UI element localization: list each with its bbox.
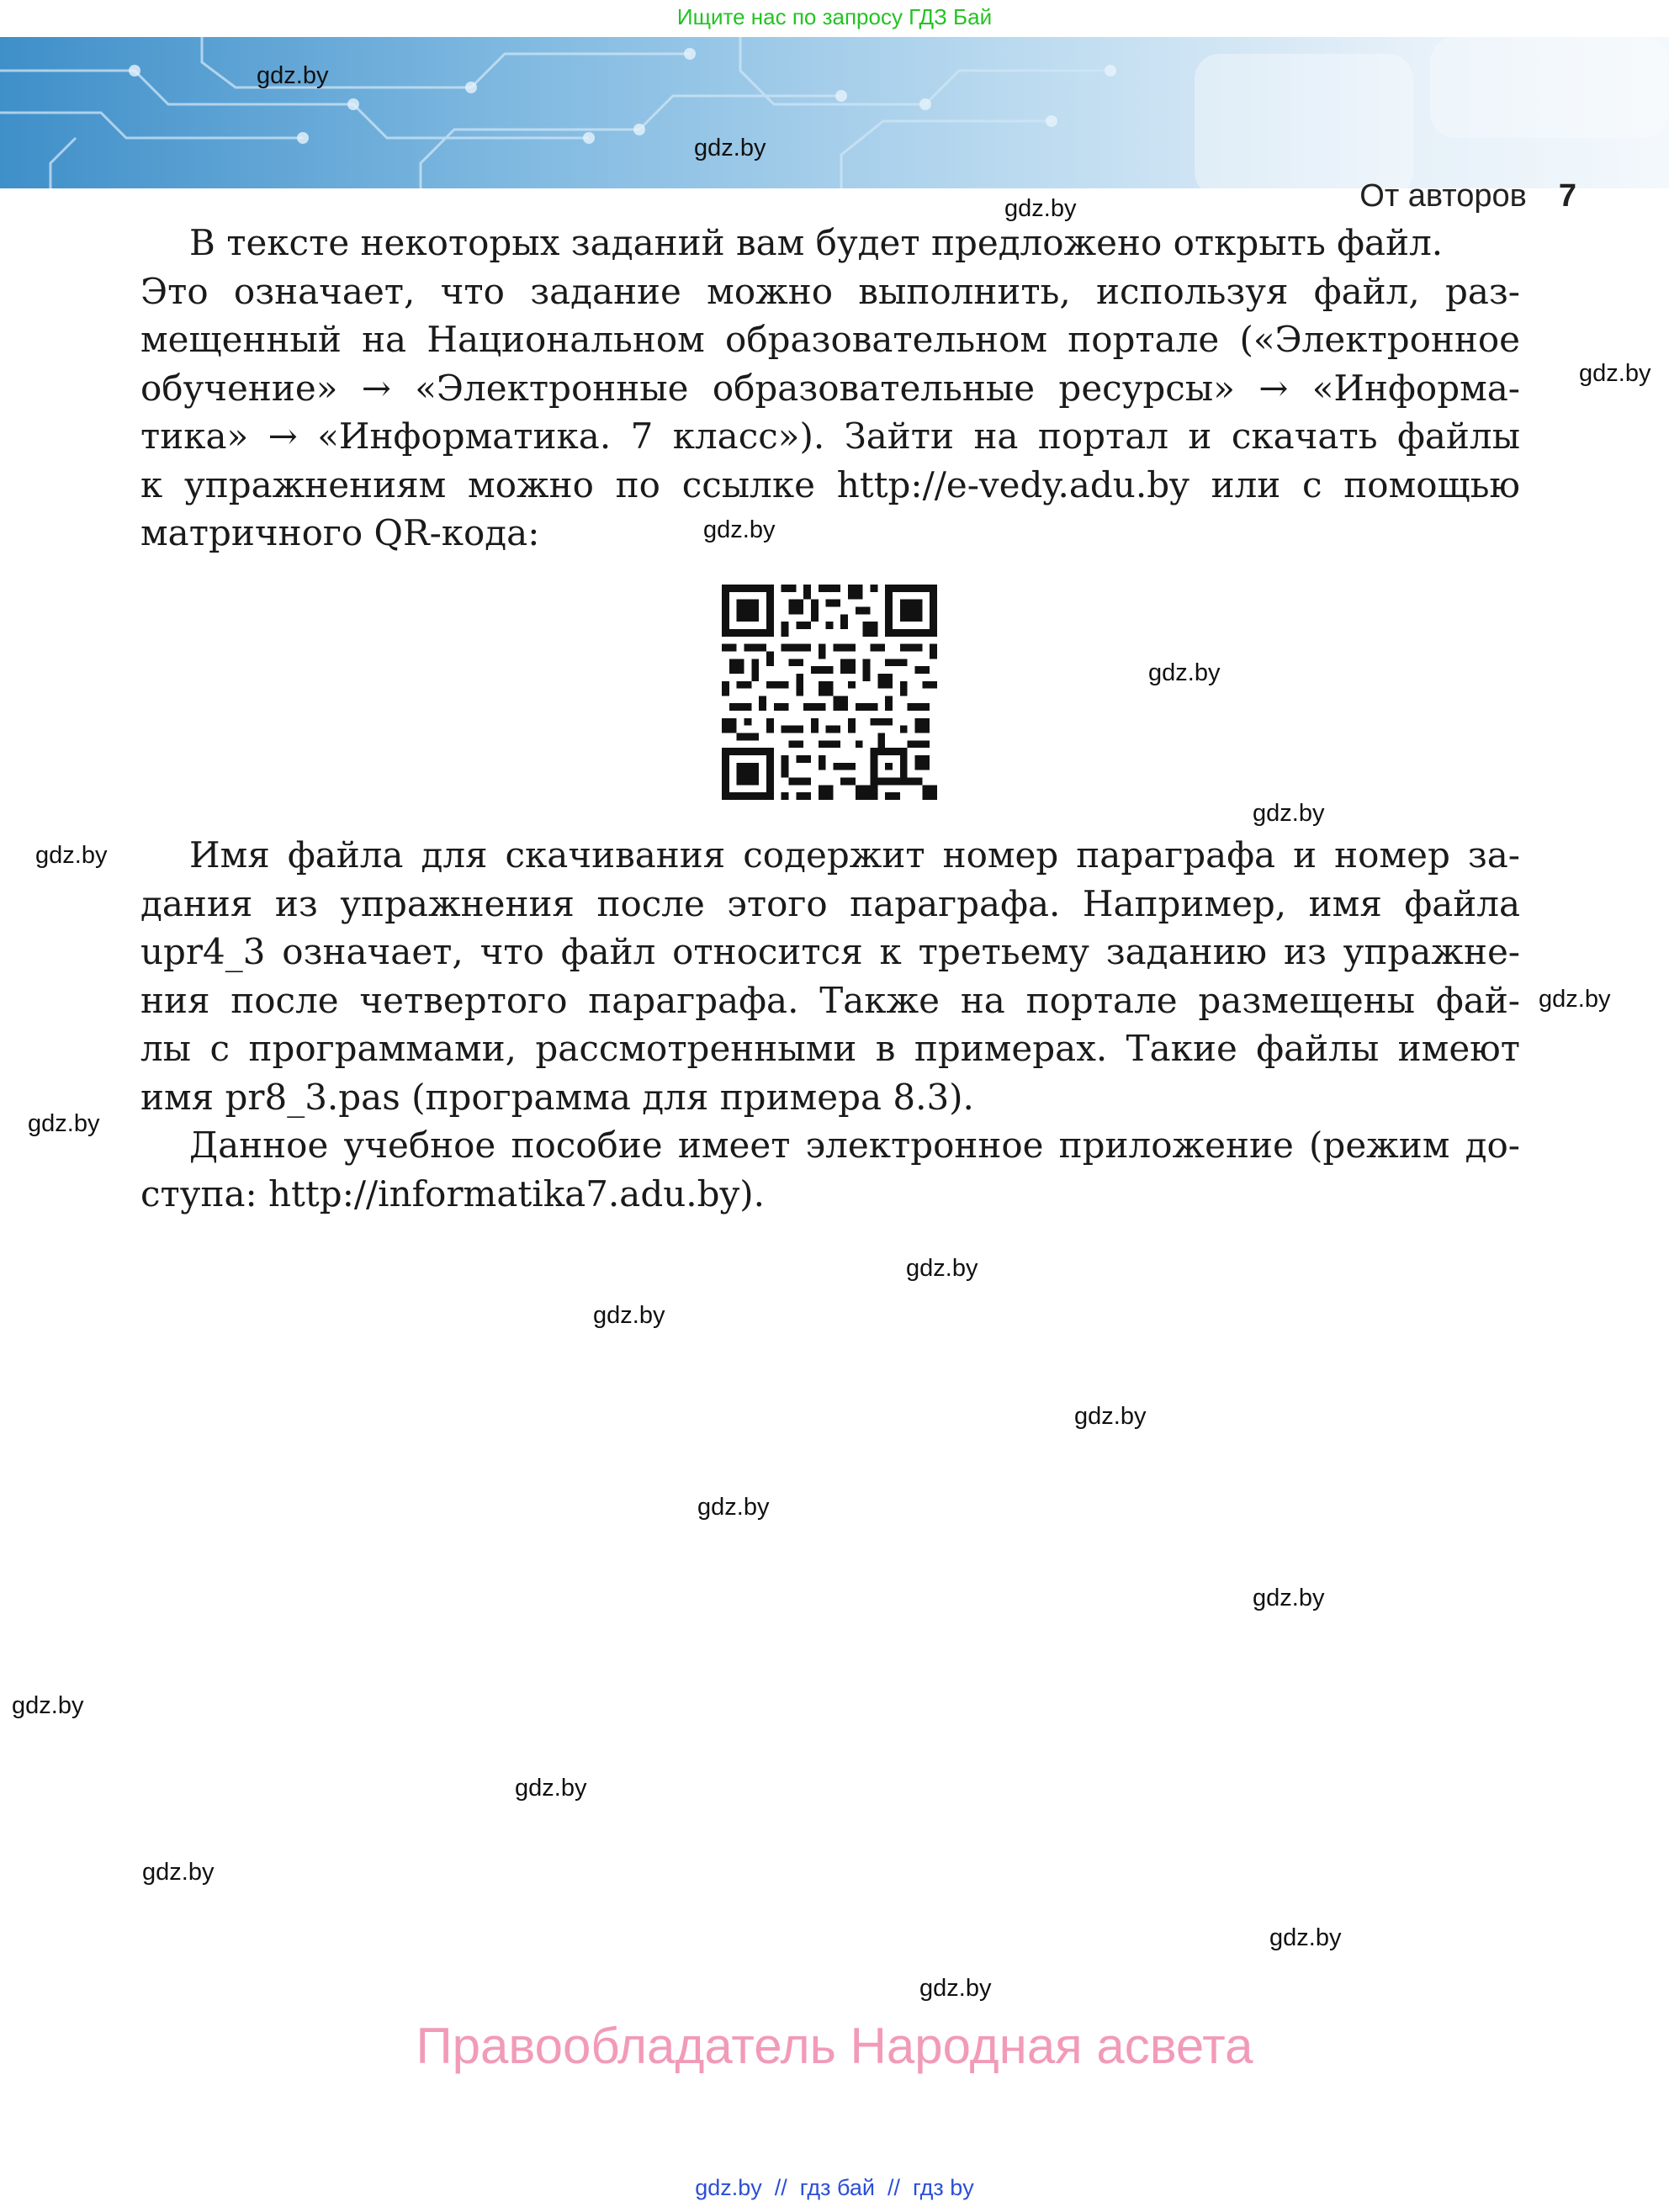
paragraph-line: матричного QR-кода: — [140, 512, 540, 553]
watermark: gdz.by — [1269, 1924, 1342, 1951]
paragraph-line: дания из упражнения после этого параграфа. Например, имя файла — [140, 882, 1520, 924]
paragraph-line: обучение» → «Электронные образовательные ресурсы» → «Информа- — [140, 367, 1520, 409]
watermark: gdz.by — [694, 135, 766, 161]
paragraph-line: Это означает, что задание можно выполнить, используя файл, раз- — [140, 270, 1520, 312]
watermark: gdz.by — [1539, 986, 1611, 1013]
top-notice: Ищите нас по запросу ГДЗ Бай — [676, 4, 993, 29]
paragraph-1 — [140, 219, 1520, 558]
running-head — [1359, 178, 1576, 214]
watermark: gdz.by — [35, 842, 108, 869]
watermark: gdz.by — [919, 1975, 992, 2002]
watermark: gdz.by — [906, 1255, 978, 1282]
page-number: 7 — [1558, 178, 1576, 214]
paragraph-2 — [140, 831, 1520, 1121]
rights-holder: Правообладатель Народная асвета — [416, 2018, 1253, 2074]
paragraph-line: мещенный на Национальном образовательном портале («Электронное — [140, 319, 1520, 360]
footer-links: gdz.by // гдз бай // гдз by — [695, 2175, 974, 2200]
qr-code-icon — [722, 585, 937, 800]
paragraph-3 — [140, 1121, 1520, 1218]
watermark: gdz.by — [593, 1302, 665, 1329]
paragraph-line: В тексте некоторых заданий вам будет предложено открыть файл. — [189, 222, 1444, 263]
watermark: gdz.by — [28, 1110, 100, 1137]
paragraph-line: имя pr8_3.pas (программа для примера 8.3). — [140, 1076, 974, 1118]
watermark: gdz.by — [257, 62, 329, 89]
paragraph-line: Данное учебное пособие имеет электронное приложение (режим до- — [189, 1125, 1520, 1166]
watermark: gdz.by — [1148, 659, 1221, 686]
watermark: gdz.by — [1579, 360, 1651, 387]
watermark: gdz.by — [703, 516, 776, 543]
watermark: gdz.by — [12, 1692, 84, 1719]
watermark: gdz.by — [1004, 195, 1077, 222]
watermark: gdz.by — [515, 1775, 587, 1802]
watermark: gdz.by — [1074, 1403, 1147, 1430]
paragraph-line: лы с программами, рассмотренными в примерах. Такие файлы имеют — [140, 1028, 1520, 1069]
watermark: gdz.by — [697, 1494, 770, 1521]
watermark: gdz.by — [1253, 1585, 1325, 1611]
paragraph-line: upr4_3 означает, что файл относится к третьему заданию из упражне- — [140, 931, 1520, 972]
paragraph-line: к упражнениям можно по ссылке http://e-vedy.adu.by или с помощью — [140, 463, 1520, 505]
paragraph-line: ния после четвертого параграфа. Также на портале размещены фай- — [140, 979, 1520, 1021]
paragraph-line: Имя файла для скачивания содержит номер параграфа и номер за- — [189, 834, 1520, 876]
circuit-pattern-icon — [0, 37, 1669, 188]
paragraph-line: ступа: http://informatika7.adu.by). — [140, 1172, 765, 1214]
watermark: gdz.by — [1253, 800, 1325, 827]
paragraph-line: тика» → «Информатика. 7 класс»). Зайти на портал и скачать файлы — [140, 415, 1520, 457]
watermark: gdz.by — [142, 1859, 215, 1886]
section-title: От авторов — [1359, 178, 1527, 214]
